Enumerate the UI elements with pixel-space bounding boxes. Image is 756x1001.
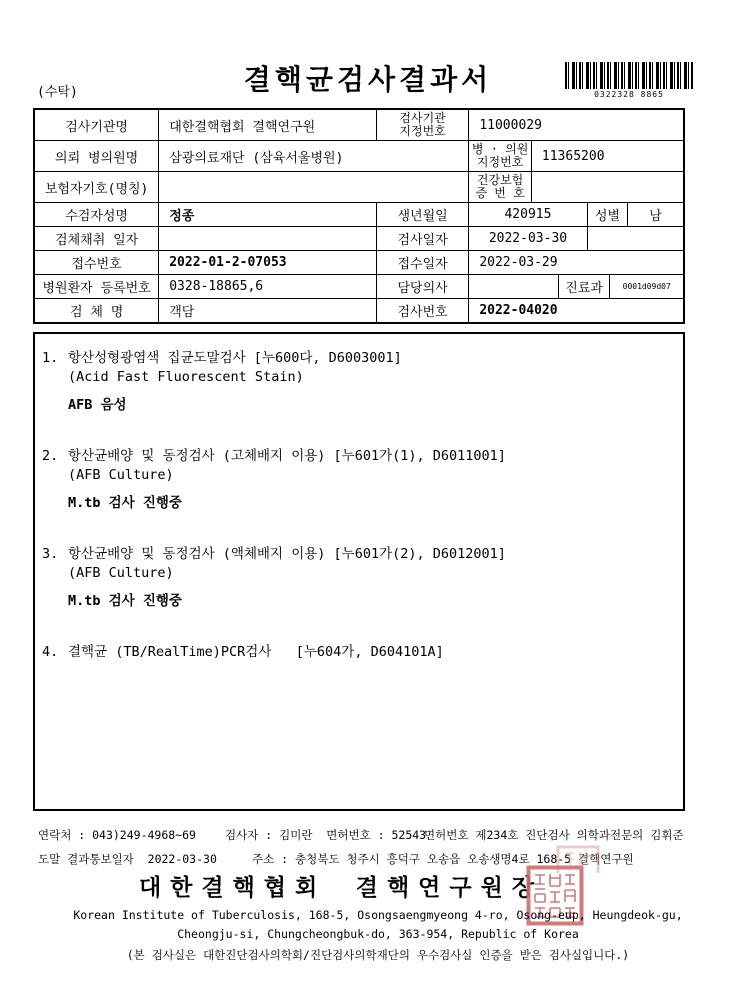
certification-note: (본 검사실은 대한진단검사의학회/진단검사의학재단의 우수검사실 인증을 받은 검사실입니다.) (126, 948, 630, 962)
insurance-no-label-line1: 건강보험 (476, 173, 524, 187)
result-subtitle: (AFB Culture) (68, 565, 174, 581)
result-number: 2. (42, 448, 59, 464)
hospital-value: 삼광의료재단 (삼육서울병원) (159, 141, 469, 171)
result-title: 항산균배양 및 동정검사 (액체배지 이용) [누601가(2), D6012001] (68, 546, 506, 562)
result-number: 1. (42, 350, 59, 366)
result-title-line (42, 545, 675, 611)
patient-name-value: 정종 (159, 203, 377, 226)
page-title: 결핵균검사결과서 (243, 65, 493, 96)
result-body (68, 643, 675, 662)
table-row-lab (35, 110, 683, 141)
lab-id-label-line1: 검사기관 (399, 111, 446, 125)
table-row-hospital (35, 141, 683, 172)
specimen-value: 객담 (159, 299, 377, 322)
lab-id-value: 11000029 (479, 117, 542, 133)
collection-date-value (159, 227, 377, 250)
address: 주소 : 충청북도 청주시 흥덕구 오송읍 오송생명4로 168-5 결핵연구원 (252, 852, 634, 866)
insurer-label: 보험자기호(명칭) (35, 172, 159, 202)
result-title-line (42, 447, 675, 513)
result-body (68, 447, 675, 513)
result-subtitle: (AFB Culture) (68, 467, 174, 483)
insurance-no-label-line2: 증 번 호 (475, 186, 525, 200)
consign-label: (수탁) (37, 85, 78, 100)
receipt-date-value: 2022-03-29 (479, 255, 558, 270)
result-subtitle: (Acid Fast Fluorescent Stain) (68, 369, 304, 385)
result-title-line (42, 349, 675, 415)
result-item (42, 447, 675, 513)
hospital-id-value: 11365200 (541, 148, 605, 164)
empty-cell (588, 227, 683, 250)
test-no-label: 검사번호 (377, 299, 469, 322)
patient-name-label: 수검자성명 (35, 203, 159, 226)
patient-info-table (33, 108, 685, 324)
collection-date-label: 검체채취 일자 (35, 227, 159, 250)
result-title: 결핵균 (TB/RealTime)PCR검사 [누604가, D604101A] (68, 644, 444, 660)
result-item (42, 545, 675, 611)
hospital-id-label-line1: 병 · 의원 (471, 142, 529, 156)
lab-id-label (377, 110, 469, 140)
insurance-no-value (532, 172, 683, 202)
result-value: AFB 음성 (68, 397, 127, 413)
insurance-no-label (469, 172, 532, 202)
lab-name-value: 대한결핵협회 결핵연구원 (159, 110, 377, 140)
barcode-image (565, 62, 693, 89)
test-no-value: 2022-04020 (479, 303, 558, 318)
specimen-label: 검 체 명 (35, 299, 159, 322)
lab-id-label-line2: 지정번호 (399, 124, 446, 138)
sex-value: 남 (649, 209, 662, 224)
examiner-info: 검사자 : 김미란 면허번호 : 52543 (225, 828, 427, 842)
result-number: 4. (42, 644, 59, 660)
hospital-id-label (469, 141, 532, 171)
contact-phone: 연락처 : 043)249-4968~69 (38, 828, 196, 842)
registration-no-label: 병원환자 등록번호 (35, 275, 159, 298)
birthdate-label: 생년월일 (377, 203, 469, 226)
birthdate-value: 420915 (469, 203, 587, 226)
insurer-value (159, 172, 469, 202)
registration-no-value: 0328-18865,6 (159, 275, 377, 298)
test-date-value: 2022-03-30 (469, 227, 587, 250)
receipt-no-value: 2022-01-2-07053 (159, 251, 377, 274)
organization-title: 대한결핵협회 결핵연구원장 (138, 875, 544, 900)
result-title: 항산성형광염색 집균도말검사 [누600다, D6003001] (68, 350, 402, 366)
table-row-insurer (35, 172, 683, 203)
result-value: M.tb 검사 진행중 (68, 495, 182, 511)
license-info: 면허번호 제234호 진단검사 의학과전문의 김휘준 (424, 828, 684, 842)
hospital-label: 의뢰 병의원명 (35, 141, 159, 171)
department-label: 진료과 (559, 275, 611, 298)
hospital-id-label-line2: 지정번호 (476, 155, 524, 169)
english-address-line1: Korean Institute of Tuberculosis, 168-5, Osongsaengmyeong 4-ro, Osong-eup, Heungdeok-gu, (73, 908, 683, 922)
table-row-specimen (35, 299, 683, 322)
receipt-date-label: 접수일자 (377, 251, 469, 274)
results-box (33, 332, 685, 811)
sex-label: 성별 (588, 203, 629, 226)
department-code: 0001d09d07 (622, 282, 671, 291)
receipt-no-label: 접수번호 (35, 251, 159, 274)
barcode (565, 62, 693, 99)
result-title-line (42, 643, 675, 662)
result-number: 3. (42, 546, 59, 562)
result-title: 항산균배양 및 동정검사 (고체배지 이용) [누601가(1), D6011001] (68, 448, 506, 464)
result-body (68, 349, 675, 415)
doctor-value (469, 275, 558, 298)
smear-report-date: 도말 결과통보일자 2022-03-30 (38, 852, 217, 866)
result-value: M.tb 검사 진행중 (68, 593, 182, 609)
result-body (68, 545, 675, 611)
test-date-label: 검사일자 (377, 227, 469, 250)
english-address-line2: Cheongju-si, Chungcheongbuk-do, 363-954, Republic of Korea (177, 927, 579, 941)
table-row-patient (35, 203, 683, 227)
table-row-registration (35, 275, 683, 299)
table-row-collection (35, 227, 683, 251)
table-row-receipt (35, 251, 683, 275)
lab-name-label: 검사기관명 (35, 110, 159, 140)
doctor-label: 담당의사 (377, 275, 469, 298)
result-item (42, 349, 675, 415)
result-item (42, 643, 675, 662)
barcode-number: 0322328 8865 (594, 90, 664, 99)
